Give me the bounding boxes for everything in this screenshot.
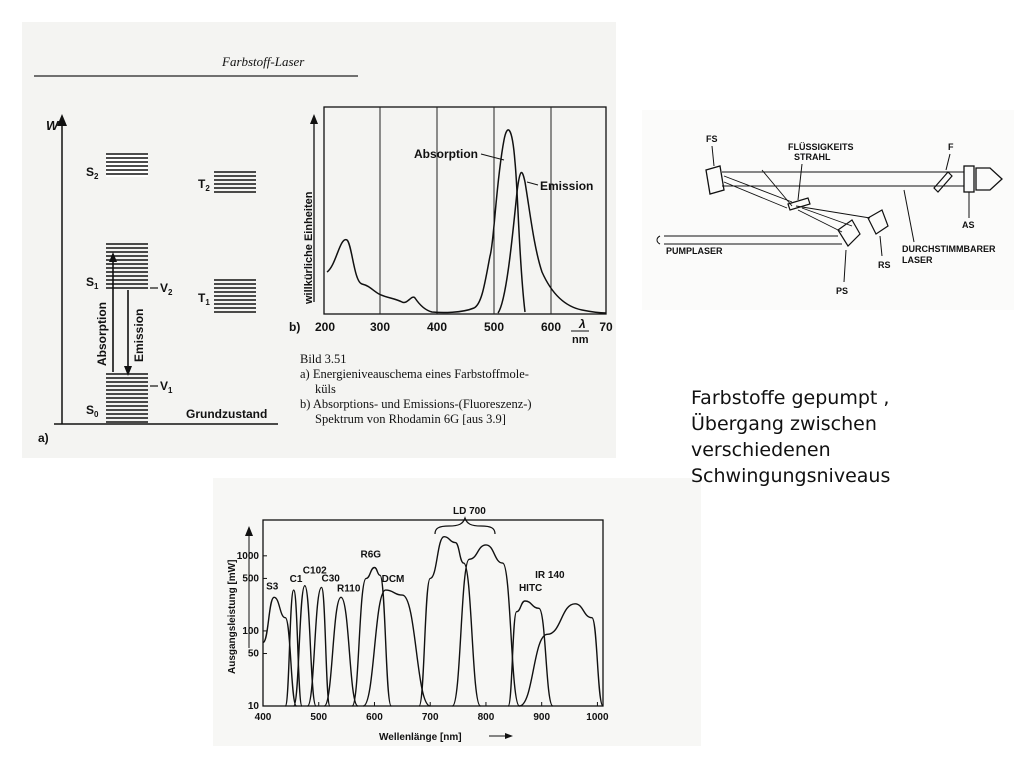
jet-label-line2: STRAHL (794, 152, 831, 162)
f-filter (934, 172, 952, 192)
curve-label-c30: C30 (321, 573, 340, 585)
y-tick-label: 1000 (236, 550, 259, 562)
tuning-frame (263, 520, 603, 706)
pumplaser-label: PUMPLASER (666, 246, 723, 256)
y-tick-label: 50 (247, 648, 259, 660)
emission-curve (498, 173, 606, 313)
x-tick-label: 600 (366, 712, 383, 723)
fs-mirror (706, 166, 724, 194)
caption-line-b1: b) Absorptions- und Emissions-(Fluoreszenz-) (300, 397, 532, 411)
spectrum-x-tick: 70 (599, 320, 613, 334)
tuning-curves (263, 537, 603, 706)
tuning-xlabel: Wellenlänge [nm] (379, 732, 462, 743)
spectrum-gridlines (380, 107, 551, 314)
note-line-1: Farbstoffe gepumpt , (691, 387, 890, 409)
explanation-note (691, 385, 1011, 489)
caption-line-a1: a) Energieniveauschema eines Farbstoffmole- (300, 367, 529, 381)
x-tick-label: 1000 (586, 712, 609, 723)
liquid-jet (788, 198, 810, 210)
tunable-label-line1: DURCHSTIMMBARER (902, 244, 996, 254)
spectrum-xlabel-unit: nm (572, 334, 589, 346)
curve-label-hitc: HITC (518, 583, 543, 595)
w-axis-label: W (46, 118, 59, 133)
curve-ld-700-b (453, 545, 520, 706)
x-tick-label: 900 (533, 712, 551, 723)
curve-dcm (363, 590, 430, 706)
s0-label: $S_0$ (86, 403, 99, 419)
caption-line-a2: küls (315, 382, 336, 396)
absorption-arrowhead-icon (109, 252, 117, 262)
spectrum-x-tick: 300 (369, 320, 391, 334)
curve-label-r110: R110 (337, 583, 361, 595)
figure-caption (300, 352, 620, 427)
ld700-label: LD 700 (453, 506, 486, 517)
scanned-page-top (22, 22, 616, 458)
s2-level-block (106, 153, 148, 177)
as-aperture (964, 166, 974, 192)
fs-leader (712, 146, 714, 166)
curve-r110 (324, 597, 358, 706)
spectrum-x-ticks (315, 320, 613, 334)
laser-setup-diagram (642, 110, 1014, 310)
rhodamine-spectrum-chart (289, 107, 613, 346)
emission-curve-label: Emission (540, 179, 594, 193)
tuning-x-arrowhead-icon (505, 733, 513, 739)
spectrum-y-arrow-icon (310, 114, 318, 124)
x-tick-label: 800 (477, 712, 495, 723)
curve-label-s3: S3 (266, 581, 279, 593)
curve-ld-700-a (419, 537, 480, 706)
v1-label: $V_1$ (160, 379, 173, 395)
ps-mirror (838, 220, 860, 246)
x-tick-label: 400 (254, 712, 272, 723)
panel-a-label: a) (38, 431, 49, 445)
tuning-curves-chart (213, 478, 701, 746)
s1-label: $S_1$ (86, 275, 99, 291)
absorption-label: Absorption (95, 302, 109, 366)
w-axis-arrow-icon (57, 114, 67, 126)
curve-label-c102: C102 (302, 565, 327, 577)
dye-tuning-curves-panel (213, 478, 701, 746)
t1-label: $T_1$ (198, 291, 210, 307)
tunable-leader (904, 190, 914, 242)
y-tick-label: 500 (242, 573, 259, 585)
tuning-ylabel: Ausgangsleistung [mW] (227, 559, 238, 674)
x-tick-label: 700 (421, 712, 439, 723)
curve-label-dcm: DCM (381, 574, 405, 586)
laser-setup-sketch (642, 110, 1014, 310)
rs-leader (880, 236, 882, 256)
absorption-curve-label: Absorption (414, 147, 478, 161)
pump-beam (664, 236, 842, 244)
header-title: Farbstoff-Laser (222, 54, 305, 69)
curve-label-ir-140: IR 140 (535, 569, 565, 581)
note-line-2: Übergang zwischen (691, 413, 877, 435)
tuning-y-arrowhead-icon (245, 526, 253, 536)
as-label: AS (962, 220, 975, 230)
curve-label-c1: C1 (289, 574, 303, 586)
panel-b-label: b) (289, 320, 301, 334)
tunable-label-line2: LASER (902, 255, 933, 265)
tuning-labels (266, 549, 565, 594)
t2-label: $T_2$ (198, 177, 210, 193)
emission-label: Emission (132, 308, 146, 362)
ground-state-label: Grundzustand (186, 407, 268, 421)
x-tick-label: 500 (310, 712, 328, 723)
caption-line-b2: Spektrum von Rhodamin 6G [aus 3.9] (315, 412, 506, 426)
f-leader (946, 154, 950, 170)
spectrum-x-tick: 200 (314, 320, 336, 334)
spectrum-x-tick: 500 (483, 320, 505, 334)
rs-label: RS (878, 260, 891, 270)
emission-leader (527, 182, 538, 185)
caption-title: Bild 3.51 (300, 352, 347, 366)
spectrum-frame (324, 107, 606, 314)
spectrum-ylabel: willkürliche Einheiten (303, 191, 315, 304)
f-label: F (948, 142, 954, 152)
curve-ir-140 (519, 604, 603, 706)
s0-level-block (106, 374, 148, 422)
spectrum-xlabel-lambda: λ (579, 317, 586, 331)
s2-label: $S_2$ (86, 165, 99, 181)
rs-mirror (868, 210, 888, 234)
ps-label: PS (836, 286, 849, 296)
jet-label-line1: FLÜSSIGKEITS (788, 142, 854, 152)
ps-leader (844, 250, 846, 282)
note-line-3: verschiedenen (691, 439, 831, 461)
y-tick-label: 10 (247, 701, 259, 712)
t2-level-block (214, 172, 256, 192)
pump-beam-end (657, 236, 660, 244)
output-arrow-icon (976, 168, 1002, 190)
jet-leader (798, 164, 802, 200)
curve-label-r6g: R6G (360, 549, 382, 561)
y-tick-label: 100 (242, 625, 259, 637)
fs-label: FS (706, 134, 718, 144)
note-line-4: Schwingungsniveaus (691, 465, 891, 487)
spectrum-x-tick: 400 (426, 320, 448, 334)
v2-label: $V_2$ (160, 281, 173, 297)
t1-level-block (214, 280, 256, 312)
energy-level-diagram (38, 114, 278, 445)
spectrum-x-tick: 600 (540, 320, 562, 334)
